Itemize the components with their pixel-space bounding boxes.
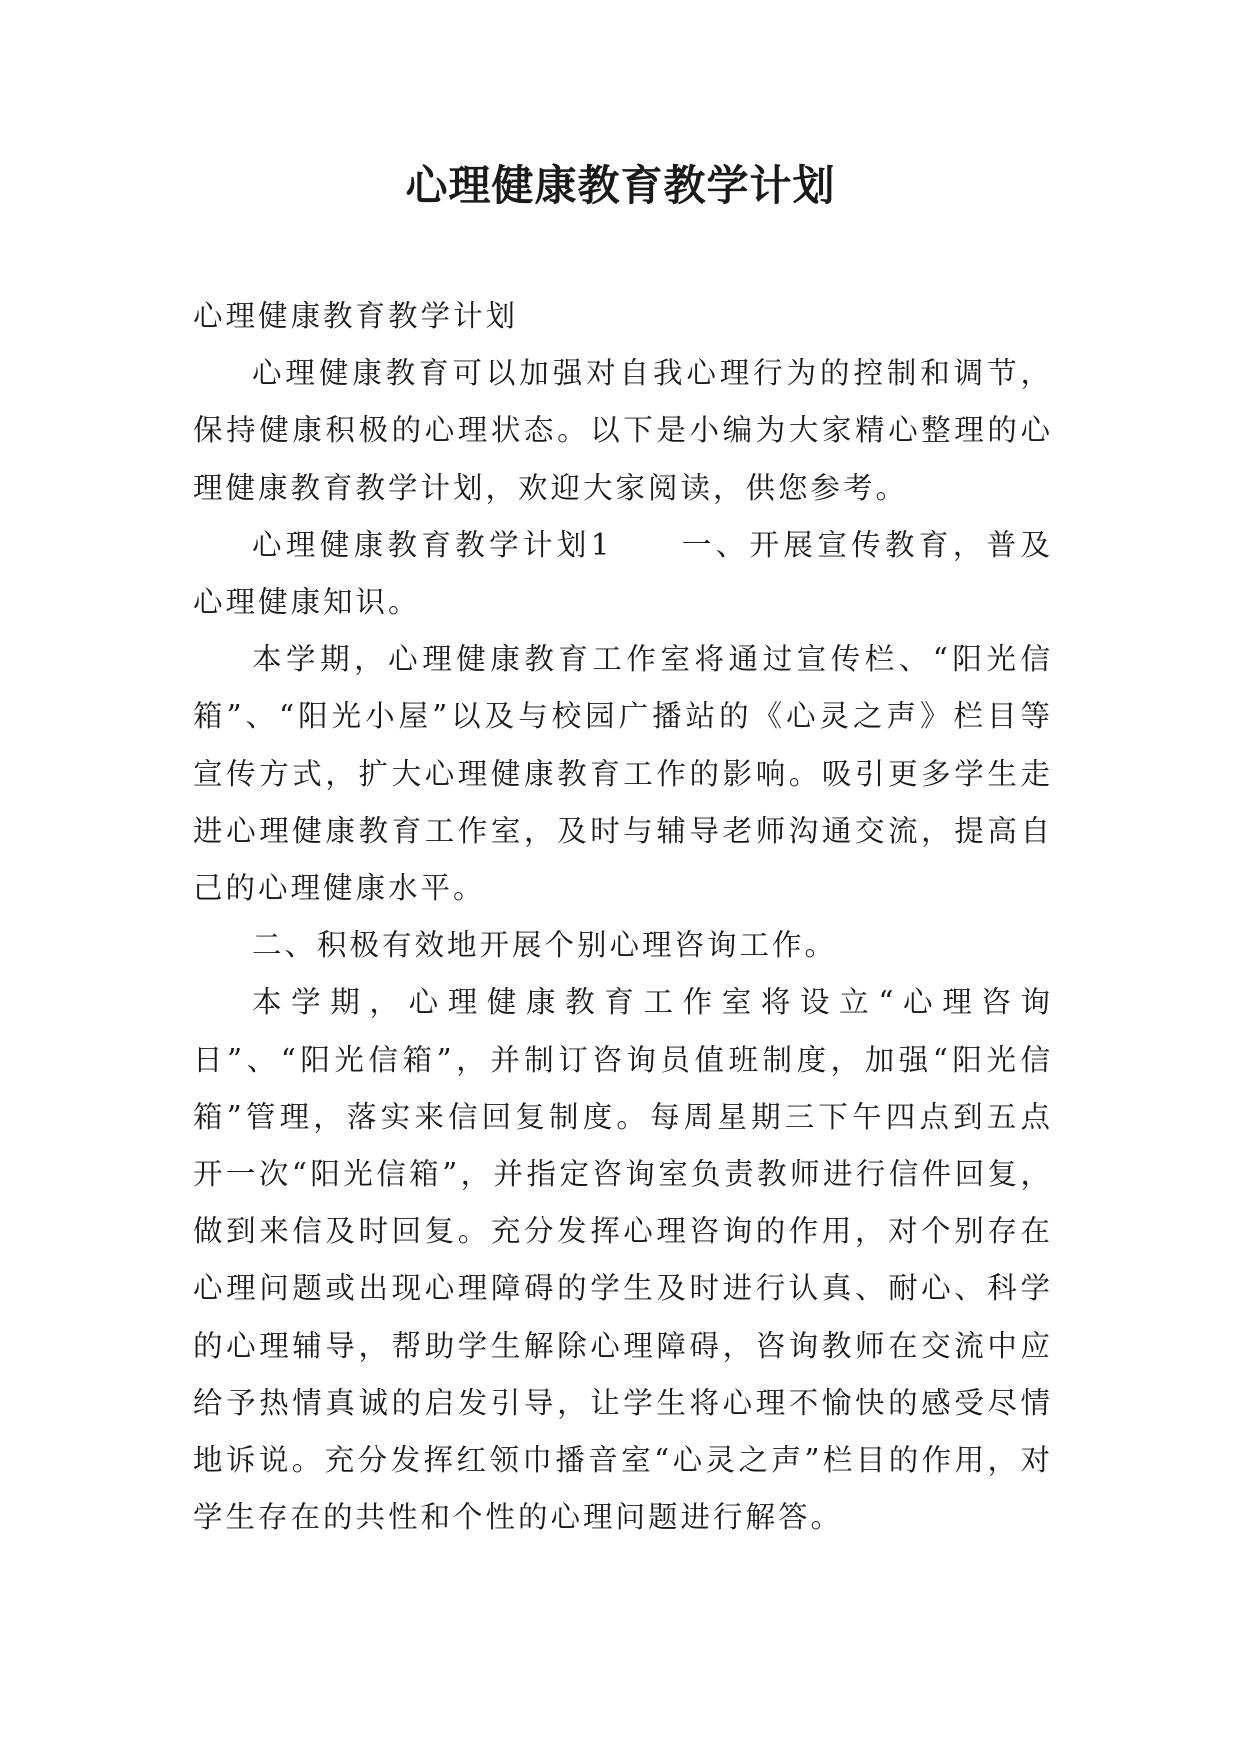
body-paragraph: 本学期，心理健康教育工作室将通过宣传栏、“阳光信箱”、“阳光小屋”以及与校园广播站的《心灵之声》栏目等宣传方式，扩大心理健康教育工作的影响。吸引更多学生走进心理健康教育工作室，及时与辅导老师沟通交流，提高自己的心理健康水平。 [193,642,1053,906]
body-paragraph: 本学期，心理健康教育工作室将设立“心理咨询日”、“阳光信箱”，并制订咨询员值班制度，加强“阳光信箱”管理，落实来信回复制度。每周星期三下午四点到五点开一次“阳光信箱”，并指定咨询室负责教师进行信件回复，做到来信及时回复。充分发挥心理咨询的作用，对个别存在心理问题或出现心理障碍的学生及时进行认真、耐心、科学的心理辅导，帮助学生解除心理障碍，咨询教师在交流中应给予热情真诚的启发引导，让学生将心理不愉快的感受尽情地诉说。充分发挥红领巾播音室“心灵之声”栏目的作用，对学生存在的共性和个性的心理问题进行解答。 [193,985,1053,1535]
document-body [193,288,1053,1546]
document-title: 心理健康教育教学计划 [405,161,836,210]
section-heading-paragraph: 心理健康教育教学计划1 一、开展宣传教育，普及心理健康知识。 [193,527,1053,620]
section-heading-paragraph: 二、积极有效地开展个别心理咨询工作。 [252,928,838,963]
intro-paragraph: 心理健康教育可以加强对自我心理行为的控制和调节，保持健康积极的心理状态。以下是小编为大家精心整理的心理健康教育教学计划，欢迎大家阅读，供您参考。 [193,356,1053,505]
subtitle-paragraph: 心理健康教育教学计划 [193,299,519,333]
